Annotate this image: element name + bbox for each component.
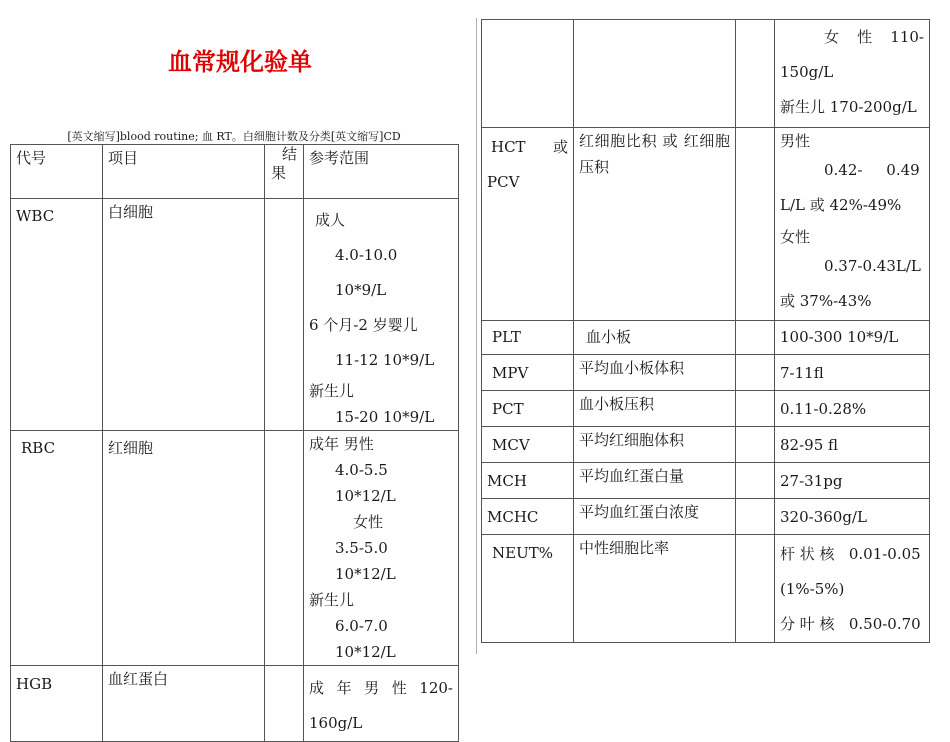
rbc-ref-2: 女性: [353, 513, 384, 531]
table-row: [11, 666, 459, 742]
header-reference: 参考范围: [304, 145, 459, 199]
hct-ref-2: L/L 或 42%-49%: [780, 196, 902, 214]
hct-code-2: PCV: [487, 173, 520, 191]
column-divider: [476, 18, 477, 654]
wbc-ref-3: 11-12 10*9/L: [335, 351, 435, 369]
neut-reference: [775, 535, 930, 643]
rbc-ref-0: 成年 男性: [309, 435, 374, 453]
mch-result: [736, 463, 775, 499]
cont-code: [482, 20, 574, 128]
mcv-result: [736, 427, 775, 463]
hct-ref-0: 男性: [780, 132, 811, 150]
header-result-2: 果: [271, 164, 287, 182]
neut-code: NEUT%: [482, 535, 574, 643]
pct-reference: 0.11-0.28%: [775, 391, 930, 427]
cont-result: [736, 20, 775, 128]
hct-result: [736, 128, 775, 321]
mch-item: 平均血红蛋白量: [574, 463, 736, 499]
pct-code: PCT: [482, 391, 574, 427]
rbc-ref-3: 3.5-5.0 10*12/L: [335, 539, 396, 583]
mch-code: MCH: [482, 463, 574, 499]
reference-table-right: [481, 19, 930, 643]
rbc-result: [265, 431, 304, 666]
wbc-reference: [304, 199, 459, 431]
mpv-code: MPV: [482, 355, 574, 391]
hct-code-1: HCT 或: [491, 138, 568, 156]
hgb-reference: [304, 666, 459, 742]
table-row: [11, 431, 459, 666]
header-result: [265, 145, 304, 199]
hct-code: [482, 128, 574, 321]
wbc-ref-1: 4.0-10.0 10*9/L: [335, 246, 398, 299]
pct-item: 血小板压积: [574, 391, 736, 427]
mchc-item: 平均血红蛋白浓度: [574, 499, 736, 535]
rbc-ref-5: 6.0-7.0 10*12/L: [335, 617, 396, 661]
mcv-item: 平均红细胞体积: [574, 427, 736, 463]
pct-result: [736, 391, 775, 427]
table-row: [482, 499, 930, 535]
neut-ref-1: (1%-5%): [780, 580, 845, 598]
table-row: [482, 355, 930, 391]
hct-reference: [775, 128, 930, 321]
wbc-result: [265, 199, 304, 431]
cont-item: [574, 20, 736, 128]
plt-result: [736, 321, 775, 355]
rbc-reference: [304, 431, 459, 666]
neut-result: [736, 535, 775, 643]
hgb-code: HGB: [11, 666, 103, 742]
table-row: [482, 535, 930, 643]
mpv-item: 平均血小板体积: [574, 355, 736, 391]
cont-reference: [775, 20, 930, 128]
header-item: 项目: [103, 145, 265, 199]
hgb-item: 血红蛋白: [103, 666, 265, 742]
wbc-ref-4: 新生儿: [309, 382, 355, 400]
hct-item: 红细胞比积 或 红细胞压积: [574, 128, 736, 321]
table-row: [482, 321, 930, 355]
rbc-ref-4: 新生儿: [309, 591, 355, 609]
mcv-reference: 82-95 fl: [775, 427, 930, 463]
rbc-item: 红细胞: [103, 431, 265, 666]
plt-item: 血小板: [574, 321, 736, 355]
plt-code: PLT: [482, 321, 574, 355]
reference-table-left: [10, 144, 459, 742]
hct-ref-3: 女性: [780, 228, 811, 246]
table-row: [482, 128, 930, 321]
table-row: [482, 391, 930, 427]
mpv-reference: 7-11fl: [775, 355, 930, 391]
table-header-row: [11, 145, 459, 199]
wbc-ref-5: 15-20 10*9/L: [335, 408, 435, 426]
cont-ref-0: 女 性 110-: [824, 28, 924, 46]
mpv-result: [736, 355, 775, 391]
table-row: [482, 20, 930, 128]
table-row: [11, 199, 459, 431]
mcv-code: MCV: [482, 427, 574, 463]
rbc-code: RBC: [11, 431, 103, 666]
mchc-code: MCHC: [482, 499, 574, 535]
neut-ref-2: 分 叶 核 0.50-0.70: [780, 615, 921, 633]
header-code: 代号: [11, 145, 103, 199]
hgb-ref-0: 成 年 男 性 120-: [309, 679, 453, 697]
mchc-result: [736, 499, 775, 535]
wbc-ref-2: 6 个月-2 岁婴儿: [309, 316, 418, 334]
document-subtitle: [英文缩写]blood routine; 血 RT。白细胞计数及分类[英文缩写]CD: [67, 130, 401, 143]
table-row: [482, 427, 930, 463]
cont-ref-1: 150g/L: [780, 63, 834, 81]
mchc-reference: 320-360g/L: [775, 499, 930, 535]
neut-item: 中性细胞比率: [574, 535, 736, 643]
mch-reference: 27-31pg: [775, 463, 930, 499]
wbc-code: WBC: [11, 199, 103, 431]
rbc-ref-1: 4.0-5.5 10*12/L: [335, 461, 396, 505]
hct-ref-4: 0.37-0.43L/L: [824, 257, 921, 275]
hgb-ref-1: 160g/L: [309, 714, 363, 732]
neut-ref-0: 杆 状 核 0.01-0.05: [780, 545, 921, 563]
table-row: [482, 463, 930, 499]
plt-reference: 100-300 10*9/L: [775, 321, 930, 355]
document-title: 血常规化验单: [168, 48, 312, 76]
hgb-result: [265, 666, 304, 742]
header-result-1: 结: [281, 145, 297, 163]
wbc-item: 白细胞: [103, 199, 265, 431]
hct-ref-1: 0.42- 0.49: [824, 161, 920, 179]
hct-ref-5: 或 37%-43%: [780, 292, 872, 310]
cont-ref-2: 新生儿 170-200g/L: [780, 98, 917, 116]
wbc-ref-0: 成人: [315, 211, 346, 229]
